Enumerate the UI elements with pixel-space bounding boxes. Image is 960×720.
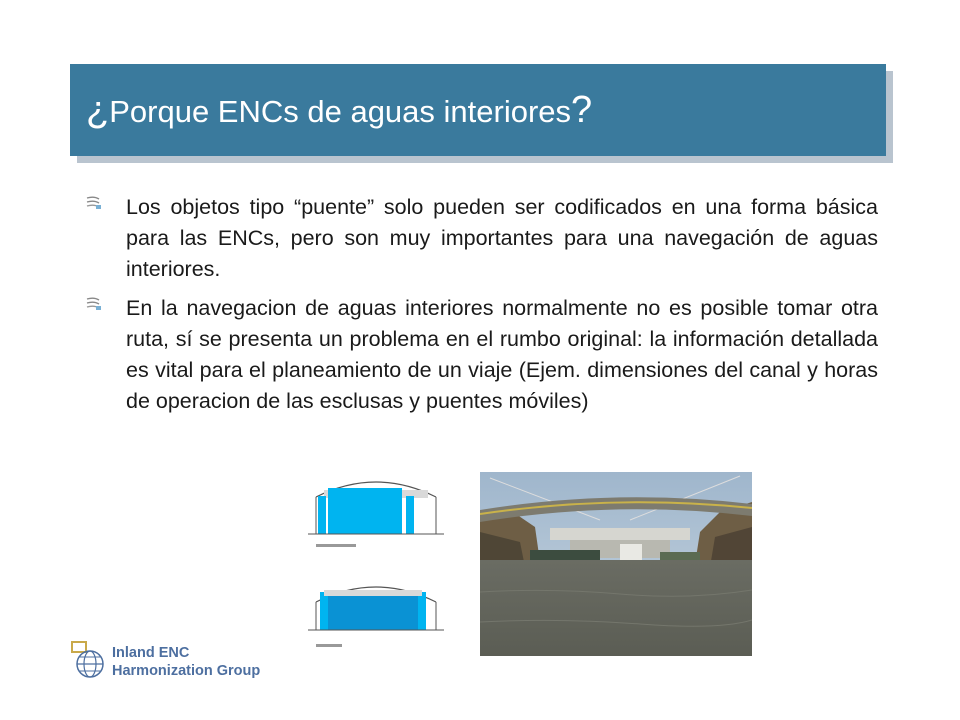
ieehg-logo [70,640,270,688]
title-open-question: ¿ [86,88,110,131]
bullet-icon [86,293,126,316]
logo-line2: Harmonization Group [112,663,261,679]
bullet-item [86,192,882,285]
bullet-text: En la navegacion de aguas interiores normalmente no es posible tomar otra ruta, sí se presenta un problema en el rumbo original: la información detallada es vital para el planeamiento de un viaje (Ejem. dimensiones del canal y horas de operacion de las esclusas y puentes móviles) [126,296,878,413]
title-bar [70,64,886,156]
bullet-item [86,293,882,417]
logo-line1: Inland ENC [112,645,190,661]
logo-wordmark [112,644,260,680]
canal-lock-photo [480,472,752,656]
title-main: Porque ENCs de aguas interiores [109,93,572,129]
bullet-text: Los objetos tipo “puente” solo pueden ser codificados en una forma básica para las ENCs, pero son muy importantes para una navegación de aguas interiores. [126,195,878,281]
bridge-clearance-diagram [306,472,446,658]
title-close-question: ? [571,88,593,131]
bullet-list [86,192,882,425]
slide-title [86,89,592,132]
globe-logo-icon [70,640,110,682]
bullet-icon [86,192,126,215]
